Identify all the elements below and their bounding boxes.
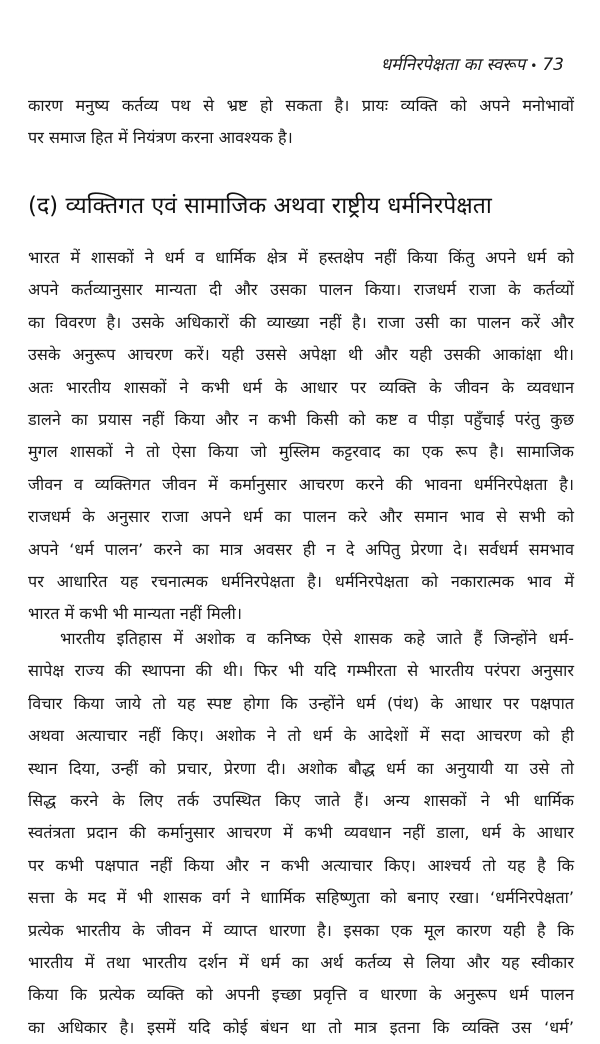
text-line: राजधर्म के अनुसार राजा अपने धर्म का पालन करे और समान भाव से सभी को: [28, 507, 574, 527]
text-line: डालने का प्रयास नहीं किया और न कभी किसी को कष्ट व पीड़ा पहुँचाई परंतु कुछ: [28, 409, 574, 429]
text-line: अथवा अत्याचार नहीं किए। अशोक ने तो धर्म के आदेशों में सदा आचरण को ही: [28, 726, 574, 746]
text-line: प्रत्येक भारतीय के जीवन में व्याप्त धारणा है। इसका एक मूल कारण यही है कि: [28, 920, 574, 940]
text-line: पर कभी पक्षपात नहीं किया और न कभी अत्याचार किए। आश्चर्य तो यह है कि: [28, 855, 575, 875]
text-line: का विवरण है। उसके अधिकारों की व्याख्या नहीं है। राजा उसी का पालन करें और: [28, 312, 574, 332]
text-line: भारत में कभी भी मान्यता नहीं मिली।: [28, 604, 242, 624]
text-line: का अधिकार है। इसमें यदि कोई बंधन था तो मात्र इतना कि व्यक्ति उस ‘धर्म’: [28, 1017, 574, 1037]
text-line: अपने ‘धर्म पालन’ करने का मात्र अवसर ही न दे अपितु प्रेरणा दे। सर्वधर्म समभाव: [28, 539, 574, 559]
page-number: 73: [542, 55, 564, 75]
text-line: कारण मनुष्य कर्तव्य पथ से भ्रष्ट हो सकता है। प्रायः व्यक्ति को अपने मनोभावों: [28, 96, 574, 115]
paragraph-1: [28, 242, 574, 631]
text-line: स्थान दिया, उन्हीं को प्रचार, प्रेरणा दी। अशोक बौद्ध धर्म का अनुयायी या उसे तो: [28, 758, 574, 778]
text-line: विचार किया जाये तो यह स्पष्ट होगा कि उन्होंने धर्म (पंथ) के आधार पर पक्षपात: [28, 693, 574, 713]
running-head-separator: •: [530, 59, 538, 73]
running-head-title: धर्मनिरपेक्षता का स्वरूप: [380, 55, 526, 75]
paragraph-2: [28, 623, 574, 1044]
text-line: मुगल शासकों ने तो ऐसा किया जो मुस्लिम कट्टरवाद का एक रूप है। सामाजिक: [28, 442, 574, 462]
text-line: स्वतंत्रता प्रदान की कर्मानुसार आचरण में कभी व्यवधान नहीं डाला, धर्म के आधार: [28, 823, 574, 843]
text-line: भारतीय में तथा भारतीय दर्शन में धर्म का अर्थ कर्तव्य से लिया और यह स्वीकार: [28, 952, 574, 972]
text-line: सापेक्ष राज्य की स्थापना की थी। फिर भी यदि गम्भीरता से भारतीय परंपरा अनुसार: [28, 661, 574, 681]
text-line: जीवन व व्यक्तिगत जीवन में कर्मानुसार आचरण करने की भावना धर्मनिरपेक्षता है।: [28, 474, 574, 494]
text-line: सत्ता के मद में भी शासक वर्ग ने धाार्मिक सहिष्णुता को बनाए रखा। ‘धर्मनिरपेक्षता’: [28, 888, 574, 908]
intro-paragraph: [28, 90, 574, 155]
text-line: पर समाज हित में नियंत्रण करना आवश्यक है।: [28, 128, 293, 148]
text-line: भारत में शासकों ने धर्म व धार्मिक क्षेत्र में हस्तक्षेप नहीं किया किंतु अपने धर्म को: [28, 248, 574, 267]
text-line: सिद्ध करने के लिए तर्क उपस्थित किए जाते हैं। अन्य शासकों ने भी धार्मिक: [28, 790, 574, 810]
text-line: अतः भारतीय शासकों ने कभी धर्म के आधार पर व्यक्ति के जीवन के व्यवधान: [28, 377, 574, 397]
text-line: भारतीय इतिहास में अशोक व कनिष्क ऐसे शासक कहे जाते हैं जिन्होंने धर्म-: [60, 629, 574, 648]
section-heading: (द) व्यक्तिगत एवं सामाजिक अथवा राष्ट्रीय धर्मनिरपेक्षता: [28, 193, 492, 219]
text-line: किया कि प्रत्येक व्यक्ति को अपनी इच्छा प्रवृत्ति व धारणा के अनुरूप धर्म पालन: [28, 985, 574, 1005]
text-line: पर आधारित यह रचनात्मक धर्मनिरपेक्षता है। धर्मनिरपेक्षता को नकारात्मक भाव में: [28, 571, 574, 591]
text-line: अपने कर्तव्यानुसार मान्यता दी और उसका पालन किया। राजधर्म राजा के कर्तव्यों: [28, 280, 574, 300]
running-header: [381, 52, 564, 75]
text-line: उसके अनुरूप आचरण करें। यही उससे अपेक्षा थी और यही उसकी आकांक्षा थी।: [28, 345, 574, 365]
